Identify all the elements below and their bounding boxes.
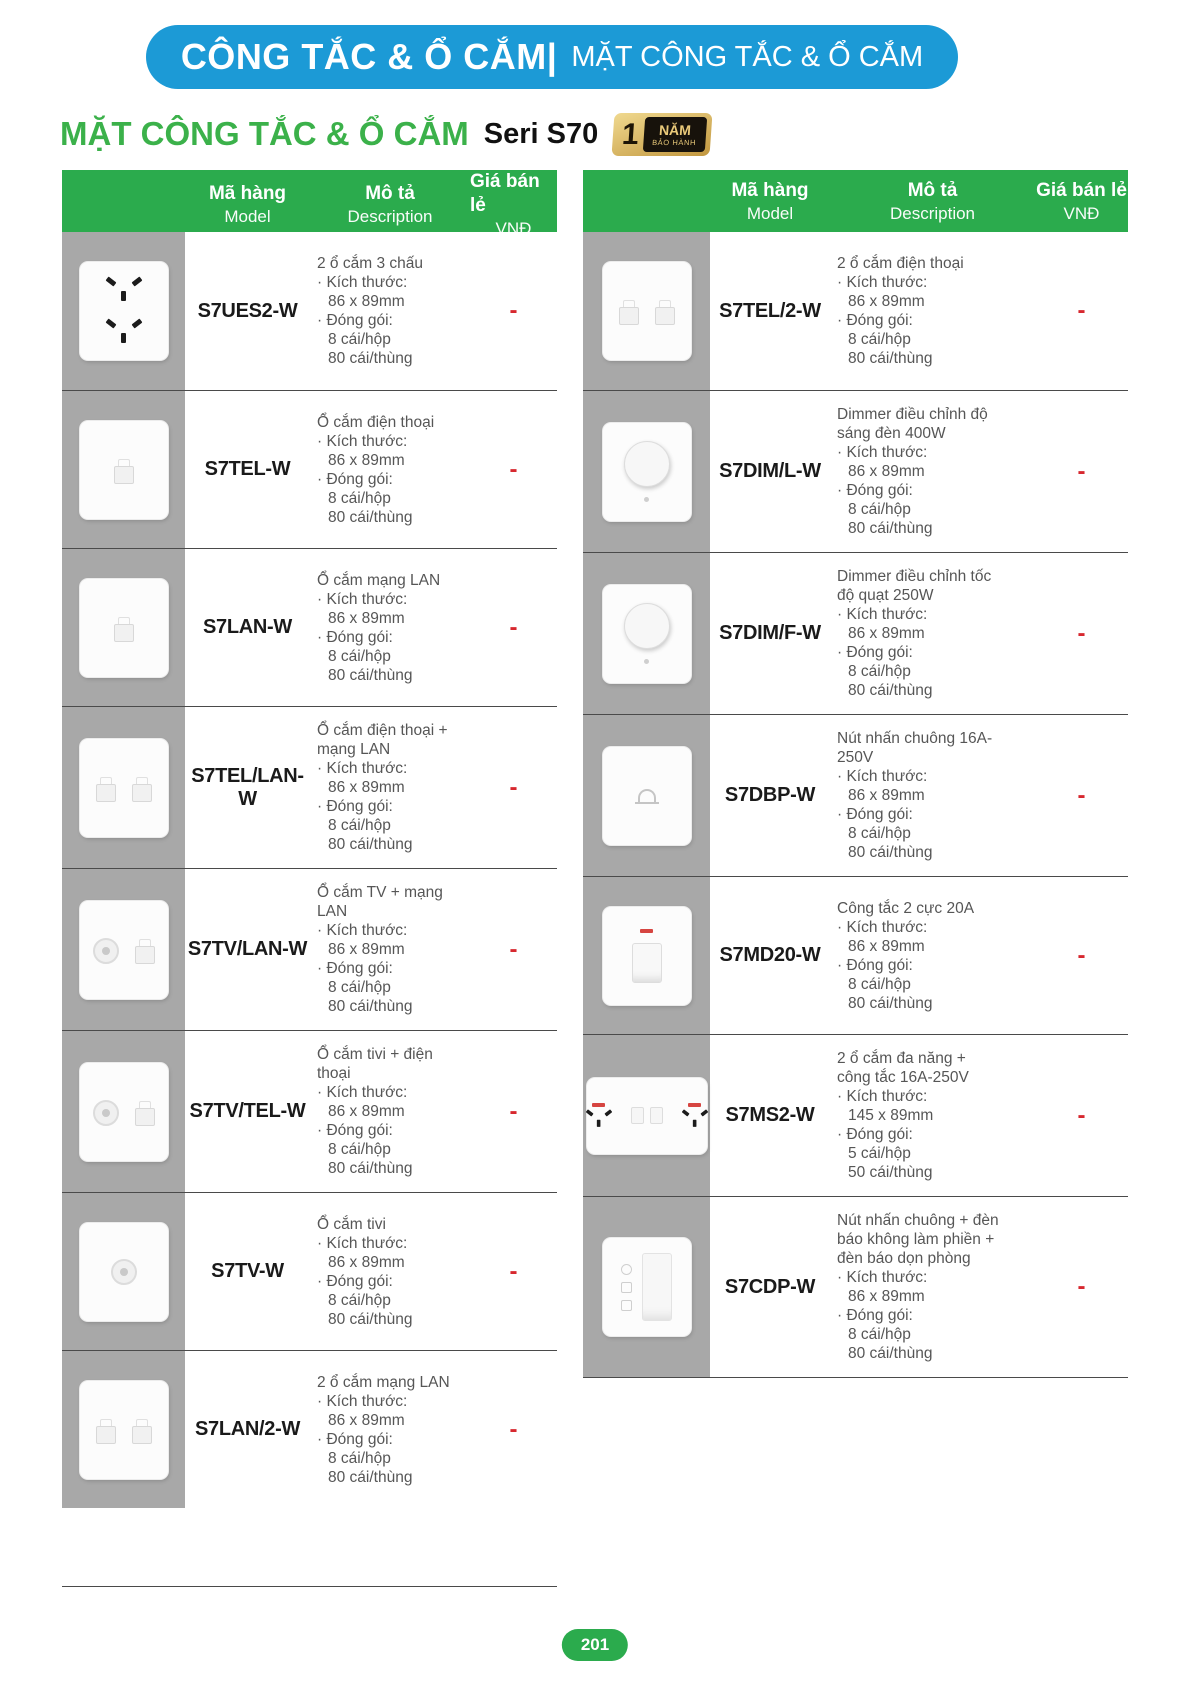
dimmer-knob-icon <box>603 423 691 521</box>
model-header-vi: Mã hàng <box>208 183 287 204</box>
description-line: 8 cái/hộp <box>328 817 391 834</box>
price-cell <box>470 549 557 706</box>
description-line: 80 cái/thùng <box>848 1345 933 1362</box>
description-line: · Kích thước: <box>837 1088 928 1105</box>
description-cell <box>830 877 1035 1034</box>
bell-dnd-panel-icon <box>603 1238 691 1336</box>
description-line: · Đóng gói: <box>837 1307 913 1324</box>
model-cell <box>185 1193 310 1350</box>
price-cell <box>470 1031 557 1192</box>
image-column-header <box>62 170 185 239</box>
product-table-left <box>62 170 557 1587</box>
description-line: Dimmer điều chỉnh độ <box>837 406 988 423</box>
model-code: S7TV/LAN-W <box>187 938 308 960</box>
table-header <box>62 170 557 238</box>
description-cell <box>310 707 470 868</box>
price-value: - <box>509 1415 518 1443</box>
model-header-en: Model <box>746 203 794 223</box>
product-image-cell <box>583 1197 710 1377</box>
description-line: 86 x 89mm <box>848 625 925 642</box>
description-line: 2 ổ cắm điện thoại <box>837 255 964 272</box>
price-header-vi: Giá bán lẻ <box>470 171 540 216</box>
model-cell <box>185 549 310 706</box>
description-line: · Đóng gói: <box>837 806 913 823</box>
price-value: - <box>1077 781 1086 809</box>
price-cell <box>1035 1035 1128 1196</box>
table-row <box>583 1196 1128 1377</box>
table-row <box>62 868 557 1030</box>
tv-lan-ports-icon <box>80 901 168 999</box>
description-line: công tắc 16A-250V <box>837 1069 969 1086</box>
description-line: 8 cái/hộp <box>328 647 391 665</box>
multi-socket-wide-icon <box>587 1078 707 1154</box>
price-cell <box>470 232 557 390</box>
tel-2ports-icon <box>603 262 691 360</box>
price-value: - <box>509 455 518 483</box>
description-line: 50 cái/thùng <box>848 1164 933 1181</box>
price-value: - <box>1077 457 1086 485</box>
description-line: 80 cái/thùng <box>328 998 413 1015</box>
description-line: 5 cái/hộp <box>848 1145 911 1162</box>
page-banner <box>146 25 958 89</box>
model-header-vi: Mã hàng <box>731 179 809 201</box>
description-line: 8 cái/hộp <box>328 1291 391 1309</box>
description-line: · Đóng gói: <box>837 956 913 974</box>
description-line: 8 cái/hộp <box>848 501 911 518</box>
description-cell <box>310 549 470 706</box>
table-row <box>62 232 557 390</box>
model-cell <box>710 553 830 714</box>
price-header-en: VNĐ <box>495 219 532 238</box>
description-line: · Kích thước: <box>837 606 928 623</box>
model-code: S7MS2-W <box>725 1104 815 1126</box>
table-row <box>62 548 557 706</box>
image-column-header <box>583 170 710 232</box>
description-line: 80 cái/thùng <box>328 1310 413 1328</box>
description-line: · Kích thước: <box>837 444 928 461</box>
description-line: Ổ cắm tivi <box>317 1215 386 1233</box>
description-line: 80 cái/thùng <box>328 666 413 684</box>
description-cell <box>310 232 470 390</box>
description-line: · Đóng gói: <box>837 1126 913 1143</box>
warranty-line1: NĂM <box>658 121 692 137</box>
switch-20a-icon <box>603 907 691 1005</box>
description-line: 86 x 89mm <box>848 937 925 955</box>
description-line: 80 cái/thùng <box>848 844 933 861</box>
product-image-cell <box>62 869 185 1030</box>
product-image-cell <box>62 232 185 390</box>
description-line: 86 x 89mm <box>848 1288 925 1305</box>
description-line: Nút nhấn chuông + đèn <box>837 1212 999 1229</box>
description-line: · Kích thước: <box>837 1269 928 1286</box>
description-line: · Đóng gói: <box>317 470 393 488</box>
model-code: S7TV/TEL-W <box>189 1100 306 1122</box>
description-line: · Kích thước: <box>317 922 408 939</box>
table-rows-right <box>583 232 1128 1377</box>
description-line: 80 cái/thùng <box>328 836 413 853</box>
price-cell <box>1035 553 1128 714</box>
price-cell <box>470 1351 557 1508</box>
description-cell <box>830 715 1035 876</box>
price-cell <box>1035 232 1128 390</box>
desc-header-vi: Mô tả <box>365 183 415 204</box>
description-line: · Kích thước: <box>317 1234 408 1252</box>
model-column-header <box>710 170 830 232</box>
product-image-cell <box>62 391 185 548</box>
description-line: Công tắc 2 cực 20A <box>837 899 975 917</box>
description-line: Ổ cắm mạng LAN <box>317 571 441 589</box>
description-line: 86 x 89mm <box>328 1253 405 1271</box>
product-image-cell <box>583 391 710 552</box>
desc-header-en: Description <box>347 207 433 226</box>
description-line: 86 x 89mm <box>328 451 405 469</box>
model-code: S7TEL-W <box>204 458 291 480</box>
description-line: · Kích thước: <box>317 1084 408 1101</box>
tv-tel-ports-icon <box>80 1063 168 1161</box>
price-cell <box>470 1193 557 1350</box>
price-header-vi: Giá bán lẻ <box>1036 179 1127 201</box>
banner-subtitle: MẶT CÔNG TẮC & Ổ CẮM <box>571 40 924 73</box>
description-line: 80 cái/thùng <box>848 994 933 1012</box>
price-column-header <box>470 170 557 239</box>
model-cell <box>185 1351 310 1508</box>
description-line: Ổ cắm TV + mạng LAN <box>317 884 443 920</box>
model-code: S7DIM/F-W <box>719 622 821 644</box>
table-row <box>583 876 1128 1034</box>
price-value: - <box>1077 297 1086 324</box>
description-cell <box>310 1193 470 1350</box>
table-row <box>62 1350 557 1508</box>
description-cell <box>310 1351 470 1508</box>
price-cell <box>470 391 557 548</box>
description-cell <box>830 232 1035 390</box>
description-line: Ổ cắm điện thoại <box>317 413 435 431</box>
table-row <box>62 390 557 548</box>
section-title: MẶT CÔNG TẮC & Ổ CẮM <box>60 115 469 152</box>
model-code: S7LAN/2-W <box>194 1418 301 1440</box>
table-rows-left <box>62 232 557 1508</box>
description-line: 80 cái/thùng <box>328 350 413 367</box>
description-line: · Kích thước: <box>317 590 408 608</box>
description-column-header <box>310 170 470 239</box>
price-value: - <box>1077 941 1086 969</box>
description-line: 2 ổ cắm 3 chấu <box>317 255 423 272</box>
price-column-header <box>1035 170 1128 232</box>
description-cell <box>310 391 470 548</box>
price-cell <box>1035 715 1128 876</box>
description-line: · Đóng gói: <box>317 1122 393 1139</box>
description-line: 86 x 89mm <box>328 609 405 627</box>
desc-header-en: Description <box>889 203 976 223</box>
model-code: S7DIM/L-W <box>719 460 821 482</box>
model-column-header <box>185 170 310 239</box>
description-line: 86 x 89mm <box>328 941 405 958</box>
warranty-text-box <box>643 117 707 152</box>
price-cell <box>1035 877 1128 1034</box>
description-line: Ổ cắm điện thoại + <box>317 722 448 739</box>
model-code: S7MD20-W <box>719 944 821 966</box>
price-value: - <box>509 773 518 801</box>
description-line: · Đóng gói: <box>837 312 913 329</box>
price-value: - <box>509 613 518 641</box>
model-cell <box>185 391 310 548</box>
price-value: - <box>509 1097 518 1125</box>
table-row <box>583 390 1128 552</box>
table-row <box>583 1034 1128 1196</box>
description-line: mạng LAN <box>317 741 391 758</box>
price-value: - <box>509 935 518 963</box>
description-line: · Đóng gói: <box>317 628 393 646</box>
table-header <box>583 170 1128 232</box>
warranty-years: 1 <box>621 117 641 150</box>
description-line: 145 x 89mm <box>848 1107 934 1124</box>
description-line: 80 cái/thùng <box>328 1468 413 1486</box>
description-line: · Đóng gói: <box>317 312 393 329</box>
description-line: 8 cái/hộp <box>848 825 911 842</box>
description-line: 86 x 89mm <box>328 1103 405 1120</box>
model-cell <box>710 232 830 390</box>
tv-port-icon <box>80 1223 168 1321</box>
description-cell <box>310 869 470 1030</box>
model-cell <box>710 1197 830 1377</box>
model-cell <box>710 391 830 552</box>
price-cell <box>470 869 557 1030</box>
description-cell <box>830 553 1035 714</box>
description-line: 86 x 89mm <box>328 1411 405 1429</box>
description-line: 80 cái/thùng <box>328 1160 413 1177</box>
model-code: S7DBP-W <box>724 784 816 806</box>
table-row <box>62 1192 557 1350</box>
description-line: đèn báo dọn phòng <box>837 1250 971 1267</box>
price-value: - <box>509 297 518 324</box>
socket-2x3pin-icon <box>80 262 168 360</box>
price-value: - <box>1077 1273 1086 1300</box>
description-line: 80 cái/thùng <box>848 682 933 699</box>
description-line: · Đóng gói: <box>317 1272 393 1290</box>
description-column-header <box>830 170 1035 232</box>
description-line: · Đóng gói: <box>317 798 393 815</box>
description-line: 86 x 89mm <box>328 293 405 310</box>
doorbell-button-icon <box>603 747 691 845</box>
dimmer-knob-icon <box>603 585 691 683</box>
description-line: sáng đèn 400W <box>837 425 946 442</box>
price-cell <box>1035 1197 1128 1377</box>
table-row <box>583 232 1128 390</box>
banner-title: CÔNG TẮC & Ổ CẮM| <box>180 36 558 77</box>
table-row <box>583 714 1128 876</box>
description-line: Nút nhấn chuông 16A- <box>837 730 993 747</box>
description-line: · Kích thước: <box>317 760 408 777</box>
table-bottom-spacer <box>62 1508 557 1586</box>
description-line: 8 cái/hộp <box>848 975 911 993</box>
price-value: - <box>1077 1101 1086 1129</box>
description-line: 80 cái/thùng <box>328 508 413 526</box>
description-line: · Đóng gói: <box>837 644 913 661</box>
model-cell <box>710 715 830 876</box>
description-line: 8 cái/hộp <box>848 331 911 348</box>
description-cell <box>830 391 1035 552</box>
model-cell <box>710 877 830 1034</box>
product-image-cell <box>62 707 185 868</box>
price-cell <box>1035 391 1128 552</box>
model-code: S7UES2-W <box>197 299 298 322</box>
description-line: · Đóng gói: <box>837 482 913 499</box>
description-line: · Kích thước: <box>837 768 928 785</box>
price-header-en: VNĐ <box>1063 203 1100 223</box>
description-line: · Kích thước: <box>837 918 928 936</box>
lan-2ports-icon <box>80 1381 168 1479</box>
table-row <box>62 706 557 868</box>
warranty-line2: BẢO HÀNH <box>652 137 697 146</box>
desc-header-vi: Mô tả <box>907 179 958 201</box>
price-value: - <box>1077 619 1086 647</box>
description-cell <box>310 1031 470 1192</box>
price-cell <box>470 707 557 868</box>
description-line: 8 cái/hộp <box>328 331 391 348</box>
description-line: · Đóng gói: <box>317 960 393 977</box>
description-line: 86 x 89mm <box>848 293 925 310</box>
description-line: Dimmer điều chỉnh tốc <box>837 568 992 585</box>
table-row <box>62 1030 557 1192</box>
description-line: · Kích thước: <box>837 274 928 291</box>
product-image-cell <box>583 232 710 390</box>
table-row <box>583 552 1128 714</box>
warranty-badge <box>612 113 713 156</box>
model-code: S7LAN-W <box>202 616 292 638</box>
model-cell <box>185 869 310 1030</box>
product-image-cell <box>62 549 185 706</box>
description-line: 8 cái/hộp <box>848 663 911 680</box>
description-line: · Kích thước: <box>317 274 408 291</box>
tel-port-icon <box>80 421 168 519</box>
tables-container <box>62 170 1128 1587</box>
page-number: 201 <box>562 1629 628 1661</box>
product-image-cell <box>62 1351 185 1508</box>
description-line: 86 x 89mm <box>848 463 925 480</box>
tel-lan-ports-icon <box>80 739 168 837</box>
model-code: S7TEL/2-W <box>719 299 821 322</box>
description-line: · Kích thước: <box>317 432 408 450</box>
description-cell <box>830 1197 1035 1377</box>
model-cell <box>185 1031 310 1192</box>
model-code: S7TEL/LAN-W <box>191 764 304 810</box>
model-header-en: Model <box>224 207 271 226</box>
description-line: 86 x 89mm <box>848 787 925 804</box>
description-line: · Đóng gói: <box>317 1430 393 1448</box>
product-table-right <box>583 170 1128 1378</box>
product-image-cell <box>583 1035 710 1196</box>
product-image-cell <box>62 1031 185 1192</box>
description-line: 80 cái/thùng <box>848 520 933 537</box>
description-line: 250V <box>837 749 874 766</box>
section-title-row <box>60 110 711 158</box>
description-line: 8 cái/hộp <box>328 979 391 996</box>
description-line: 8 cái/hộp <box>328 489 391 507</box>
description-line: Ổ cắm tivi + điện thoại <box>317 1046 433 1082</box>
description-line: 8 cái/hộp <box>328 1141 391 1158</box>
model-cell <box>710 1035 830 1196</box>
description-line: độ quạt 250W <box>837 587 934 604</box>
product-image-cell <box>583 715 710 876</box>
description-line: · Kích thước: <box>317 1392 408 1410</box>
product-image-cell <box>583 877 710 1034</box>
product-image-cell <box>583 553 710 714</box>
product-image-cell <box>62 1193 185 1350</box>
model-cell <box>185 232 310 390</box>
price-value: - <box>509 1257 518 1285</box>
series-label: Seri S70 <box>483 117 599 150</box>
model-cell <box>185 707 310 868</box>
description-line: 8 cái/hộp <box>328 1449 391 1467</box>
description-line: báo không làm phiền + <box>837 1231 995 1248</box>
description-line: 86 x 89mm <box>328 779 405 796</box>
lan-port-icon <box>80 579 168 677</box>
description-line: 8 cái/hộp <box>848 1326 911 1343</box>
model-code: S7CDP-W <box>724 1275 816 1298</box>
model-code: S7TV-W <box>211 1260 284 1282</box>
description-cell <box>830 1035 1035 1196</box>
description-line: 2 ổ cắm mạng LAN <box>317 1373 450 1391</box>
description-line: 2 ổ cắm đa năng + <box>837 1050 966 1067</box>
description-line: 80 cái/thùng <box>848 350 933 367</box>
